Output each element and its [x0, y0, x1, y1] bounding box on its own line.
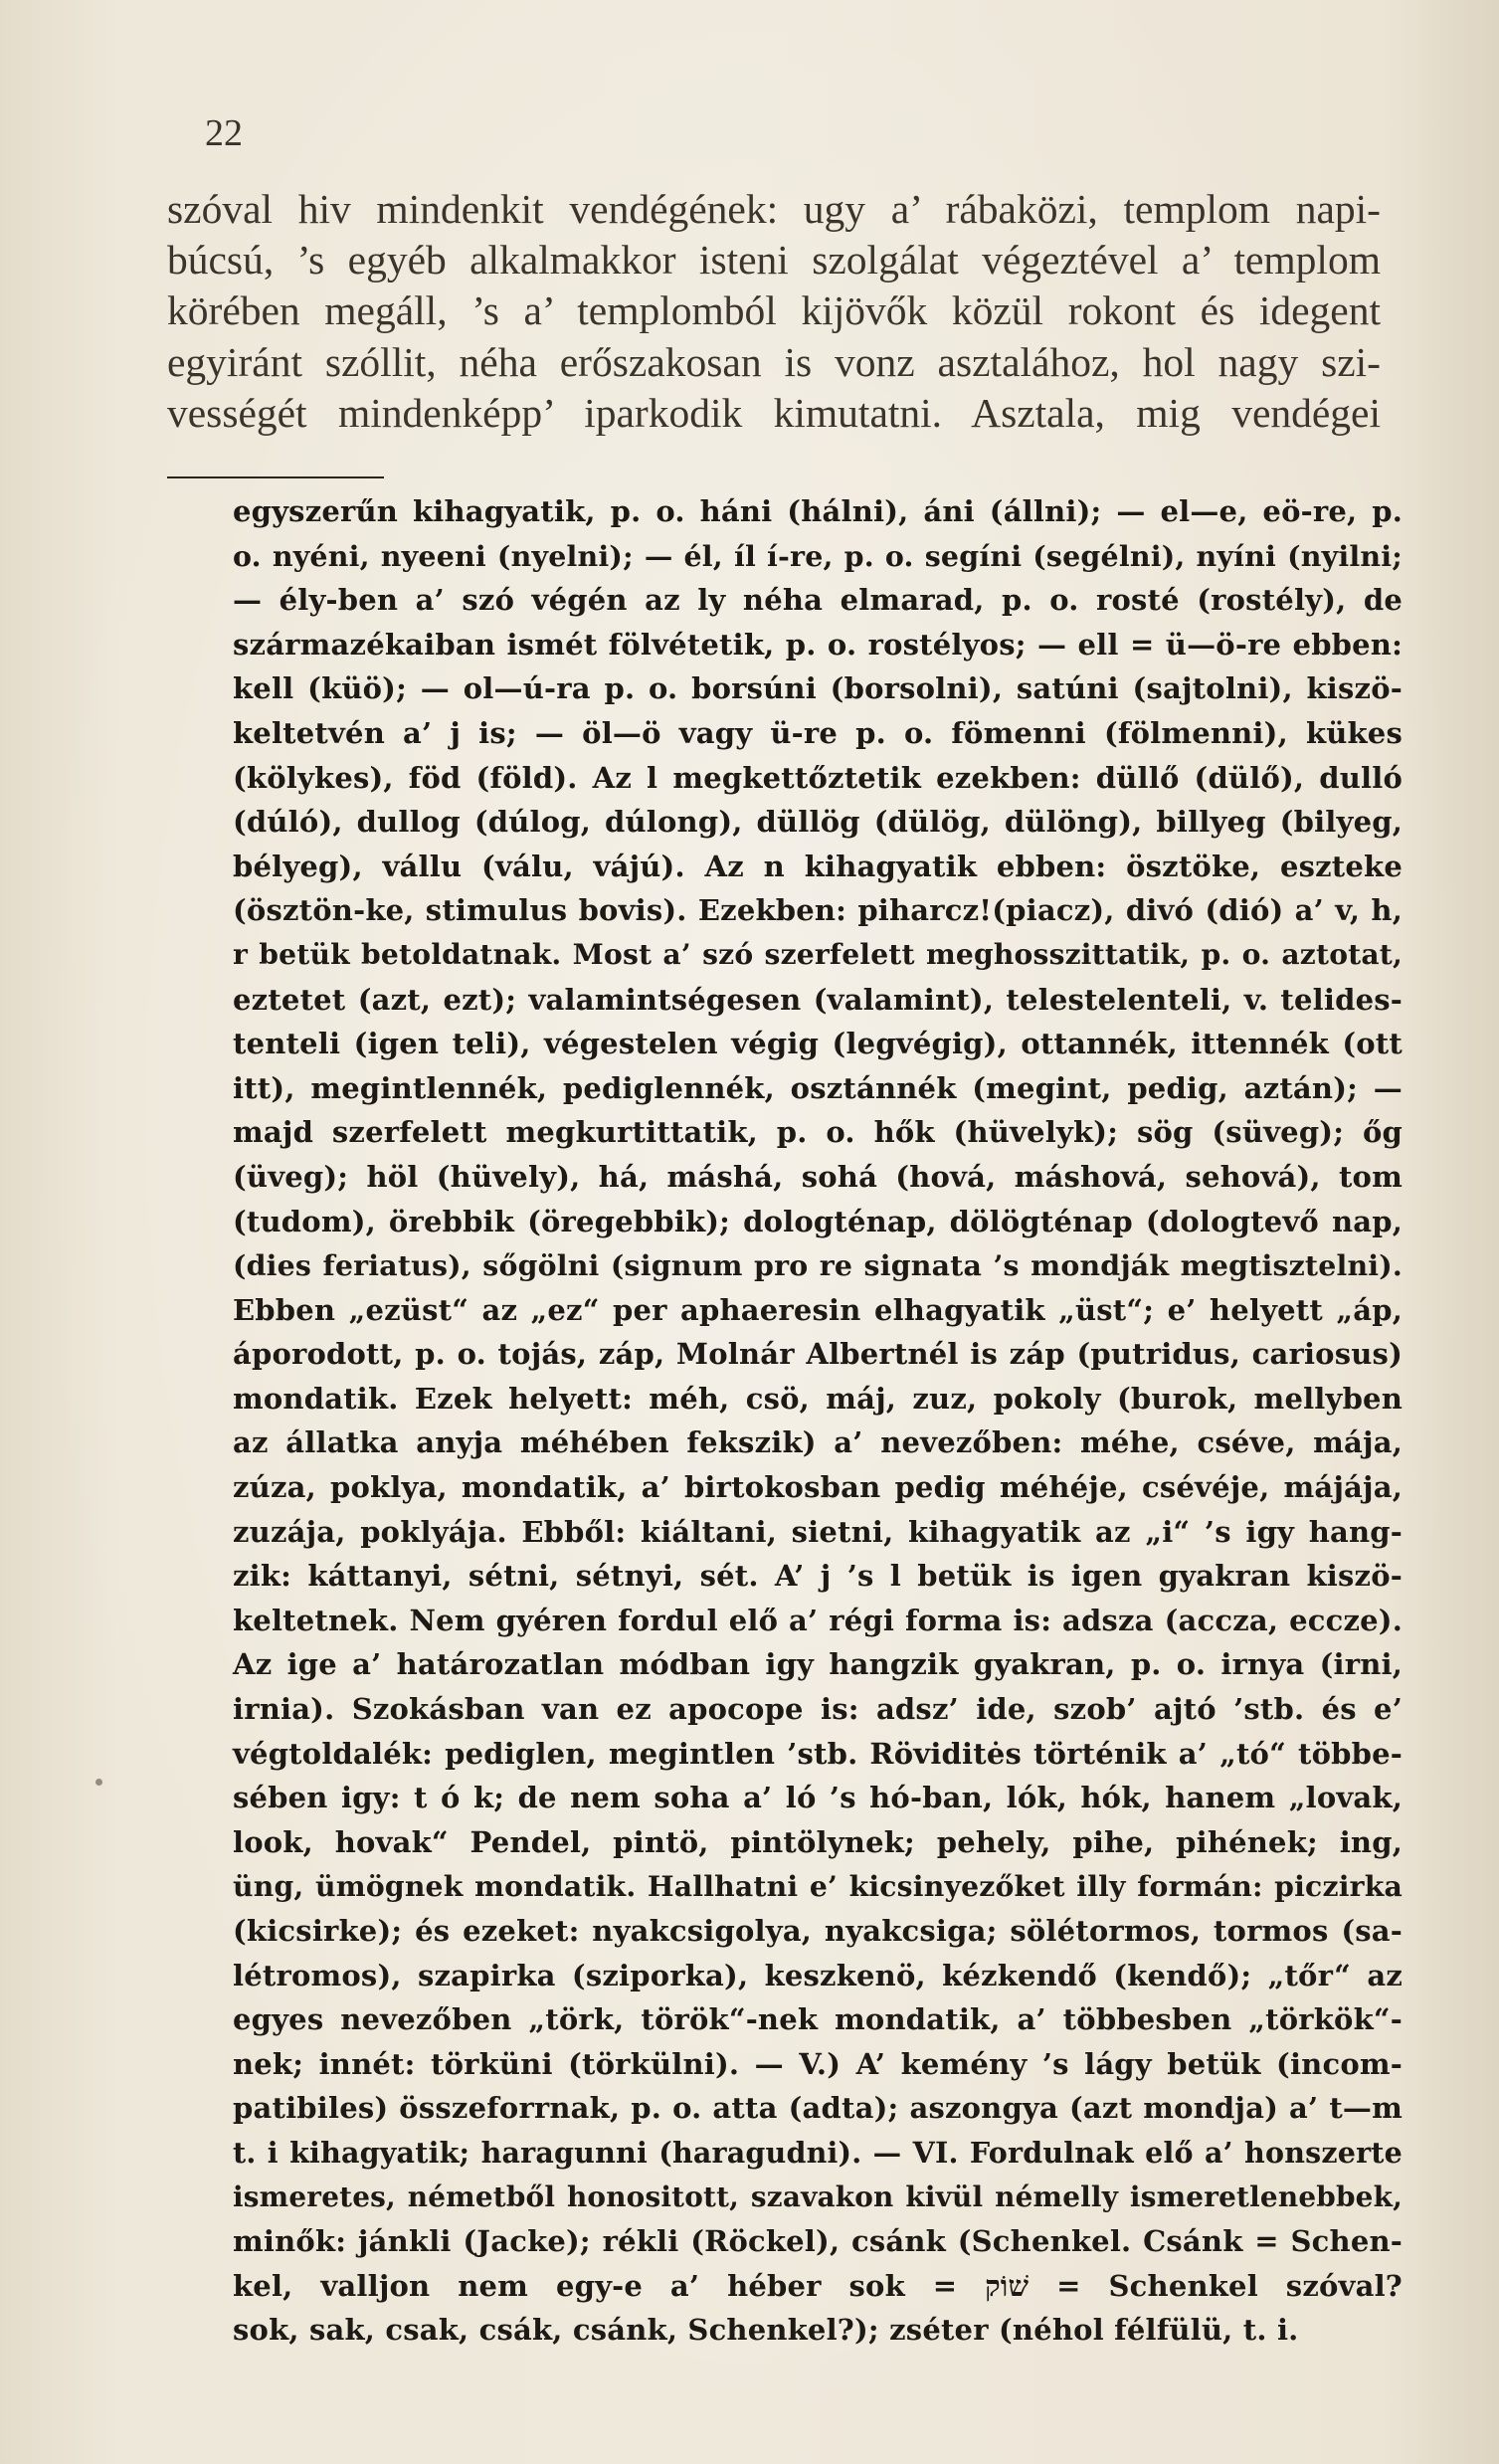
footnote-line: ismeretes, németből honositott, szavakon kivül némelly ismeretlenebbek, [233, 2180, 1403, 2213]
footnote-line: patibiles) összeforrnak, p. o. atta (adta); aszongya (azt mondja) a’ t—m [233, 2091, 1403, 2126]
footnote-block [233, 489, 1403, 2353]
footnote-line: létromos), szapirka (sziporka), keszkenö, kézkendő (kendő); „tőr“ az [233, 1958, 1403, 1992]
footnote-line: végtoldalék: pediglen, megintlen ’stb. Röviditės történik a’ „tó“ többe- [233, 1736, 1403, 1771]
footnote-line: bélyeg), vállu (válu, vájú). Az n kihagyatik ebben: ösztöke, eszteke [233, 849, 1403, 883]
footnote-line: (dies feriatus), sőgölni (signum pro re signata ’s mondják megtisztelni). [233, 1248, 1403, 1283]
footnote-line: keltetvén a’ j is; — öl—ö vagy ü-re p. o. fömenni (fölmenni), kükes [233, 715, 1403, 750]
footnote-line: áporodott, p. o. tojás, záp, Molnár Albertnél is záp (putridus, cariosus) [233, 1337, 1403, 1372]
footnote-line: look, hovak“ Pendel, pintö, pintölynek; pehely, pihe, pihének; ing, [233, 1824, 1403, 1859]
footnote-line: o. nyéni, nyeeni (nyelni); — él, íl í-re, p. o. segíni (segélni), nyíni (nyilni; [233, 538, 1403, 573]
main-text-line: egyiránt szóllit, néha erőszakosan is vonz asztalához, hol nagy szi- [167, 338, 1381, 385]
main-text-line: búcsú, ’s egyéb alkalmakkor isteni szolgálat végeztével a’ templom [167, 237, 1381, 284]
footnote-line: Az ige a’ határozatlan módban igy hangzik gyakran, p. o. irnya (irni, [233, 1647, 1403, 1682]
footnote-line: tenteli (igen teli), végestelen végig (legvégig), ottannék, ittennék (ott [233, 1027, 1403, 1061]
footnote-line: (kicsirke); és ezeket: nyakcsigolya, nyakcsiga; sölétormos, tormos (sa- [233, 1914, 1403, 1948]
footnote-line: keltetnek. Nem gyéren fordul elő a’ régi forma is: adsza (accza, eccze). [233, 1603, 1403, 1637]
footnote-line: egyes nevezőben „törk, török“-nek mondatik, a’ többesben „törkök“- [233, 2002, 1403, 2037]
footnote-line: r betük betoldatnak. Most a’ szó szerfelett meghosszittatik, p. o. aztotat, [233, 937, 1403, 971]
footnote-line: t. i kihagyatik; haragunni (haragudni). — VI. Fordulnak elő a’ honszerte [233, 2135, 1403, 2170]
footnote-line: (dúló), dullog (dúlog, dúlong), düllög (dülög, dülöng), billyeg (bilyeg, [233, 805, 1403, 840]
main-text-line: vességét mindenképp’ iparkodik kimutatni. Asztala, mig vendégei [167, 389, 1381, 436]
footnote-line: zúza, poklya, mondatik, a’ birtokosban pedig méhéje, csévéje, májája, [233, 1470, 1403, 1505]
main-text-block [167, 184, 1381, 439]
footnote-line: Ebben „ezüst“ az „ez“ per aphaeresin elhagyatik „üst“; e’ helyett „áp, [233, 1292, 1403, 1327]
footnote-line: (tudom), örebbik (öregebbik); dologténap, dölögténap (dologtevő nap, [233, 1204, 1403, 1238]
page-number: 22 [205, 112, 243, 154]
footnote-line: üng, ümögnek mondatik. Hallhatni e’ kicsinyezőket illy formán: piczirka [233, 1869, 1403, 1904]
footnote-line: (ösztön-ke, stimulus bovis). Ezekben: piharcz!(piacz), divó (dió) a’ v, h, [233, 893, 1403, 928]
footnote-line: sében igy: t ó k; de nem soha a’ ló ’s hó-ban, lók, hók, hanem „lovak, [233, 1781, 1403, 1815]
footnote-line: nek; innét: törküni (törkülni). — V.) A’ kemény ’s lágy betük (incom- [233, 2046, 1403, 2081]
footnote-line: irnia). Szokásban van ez apocope is: adsz’ ide, szob’ ajtó ’stb. és e’ [233, 1692, 1403, 1727]
footnote-line: kell (küö); — ol—ú-ra p. o. borsúni (borsolni), satúni (sajtolni), kiszö- [233, 671, 1403, 706]
ink-speck [95, 1779, 102, 1786]
footnote-line: zik: káttanyi, sétni, sétnyi, sét. A’ j ’s l betük is igen gyakran kiszö- [233, 1559, 1403, 1594]
footnote-line: itt), megintlennék, pediglennék, osztánnék (megint, pedig, aztán); — [233, 1070, 1403, 1105]
footnote-line: kel, valljon nem egy-e a’ héber sok = שׁוֹק = Schenkel szóval? [233, 2268, 1403, 2303]
footnote-line: minők: jánkli (Jacke); rékli (Röckel), csánk (Schenkel. Csánk = Schen- [233, 2224, 1403, 2259]
footnote-line: mondatik. Ezek helyett: méh, csö, máj, zuz, pokoly (burok, mellyben [233, 1381, 1403, 1416]
footnote-line: az állatka anyja méhében fekszik) a’ nevezőben: méhe, cséve, mája, [233, 1425, 1403, 1460]
footnote-line: (kölykes), föd (föld). Az l megkettőztetik ezekben: düllő (dülő), dulló [233, 760, 1403, 795]
footnote-divider [167, 476, 384, 478]
footnote-line: származékaiban ismét fölvétetik, p. o. rostélyos; — ell = ü—ö-re ebben: [233, 627, 1403, 662]
footnote-line: egyszerűn kihagyatik, p. o. háni (hálni), áni (állni); — el—e, eö-re, p. [233, 494, 1403, 528]
footnote-line: eztetet (azt, ezt); valamintségesen (valamint), telestelenteli, v. telides- [233, 982, 1403, 1017]
footnote-line: (üveg); höl (hüvely), há, máshá, sohá (hová, máshová, sehová), tom [233, 1159, 1403, 1194]
footnote-line: majd szerfelett megkurtittatik, p. o. hők (hüvelyk); sög (süveg); őg [233, 1115, 1403, 1150]
footnote-line: — ély-ben a’ szó végén az ly néha elmarad, p. o. rosté (rostély), de [233, 583, 1403, 618]
main-text-line: körében megáll, ’s a’ templomból kijövők közül rokont és idegent [167, 287, 1381, 334]
footnote-line: sok, sak, csak, csák, csánk, Schenkel?); zséter (néhol félfülü, t. i. [233, 2313, 1299, 2348]
main-text-line: szóval hiv mindenkit vendégének: ugy a’ rábaközi, templom napi- [167, 186, 1381, 232]
footnote-line: zuzája, poklyája. Ebből: kiáltani, sietni, kihagyatik az „i“ ’s igy hang- [233, 1514, 1403, 1549]
